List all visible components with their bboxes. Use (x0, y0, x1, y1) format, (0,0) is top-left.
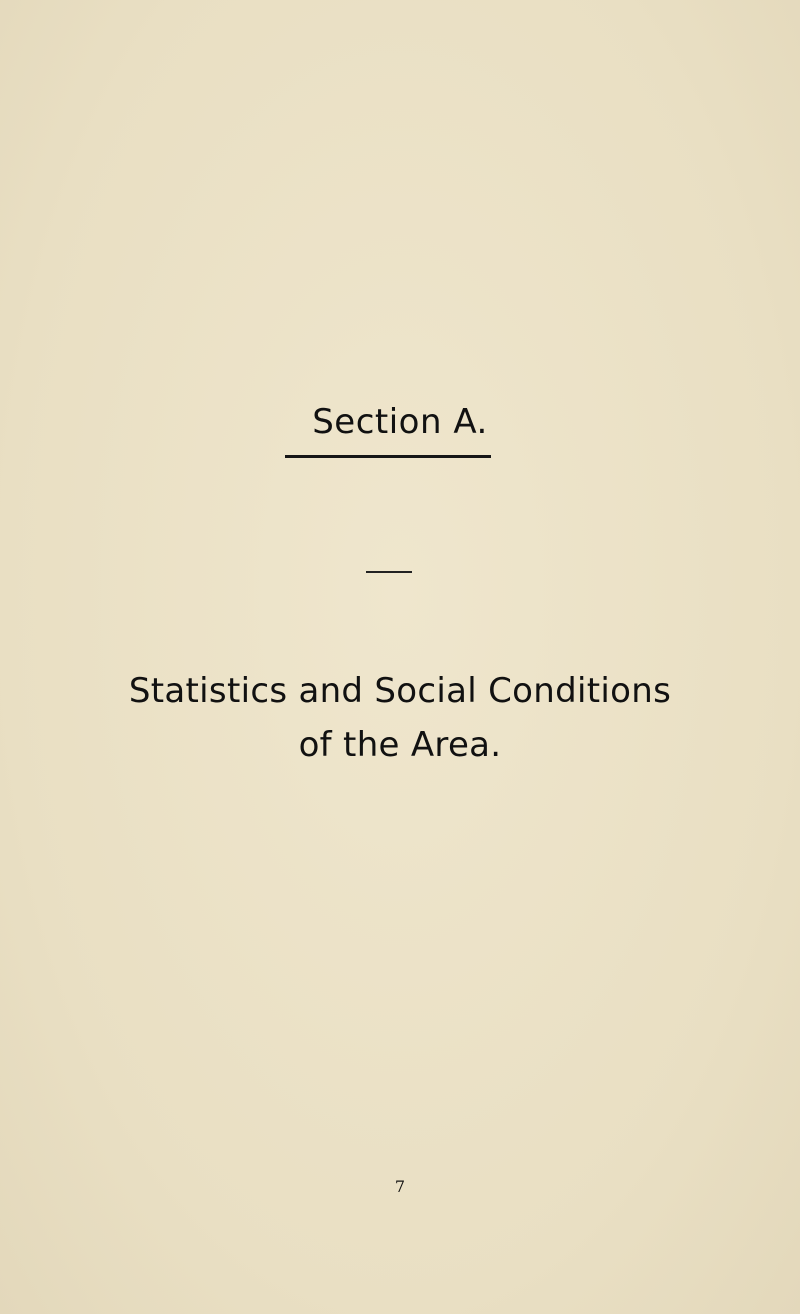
section-heading: Section A. (312, 402, 488, 442)
subtitle-line-2: of the Area. (298, 725, 502, 765)
heading-underline (285, 455, 491, 458)
show-through-texture (40, 0, 760, 1140)
subtitle-line-1: Statistics and Social Conditions (128, 671, 672, 711)
page-subtitle (0, 664, 800, 772)
page-number: 7 (394, 1177, 406, 1196)
section-divider (366, 571, 412, 573)
